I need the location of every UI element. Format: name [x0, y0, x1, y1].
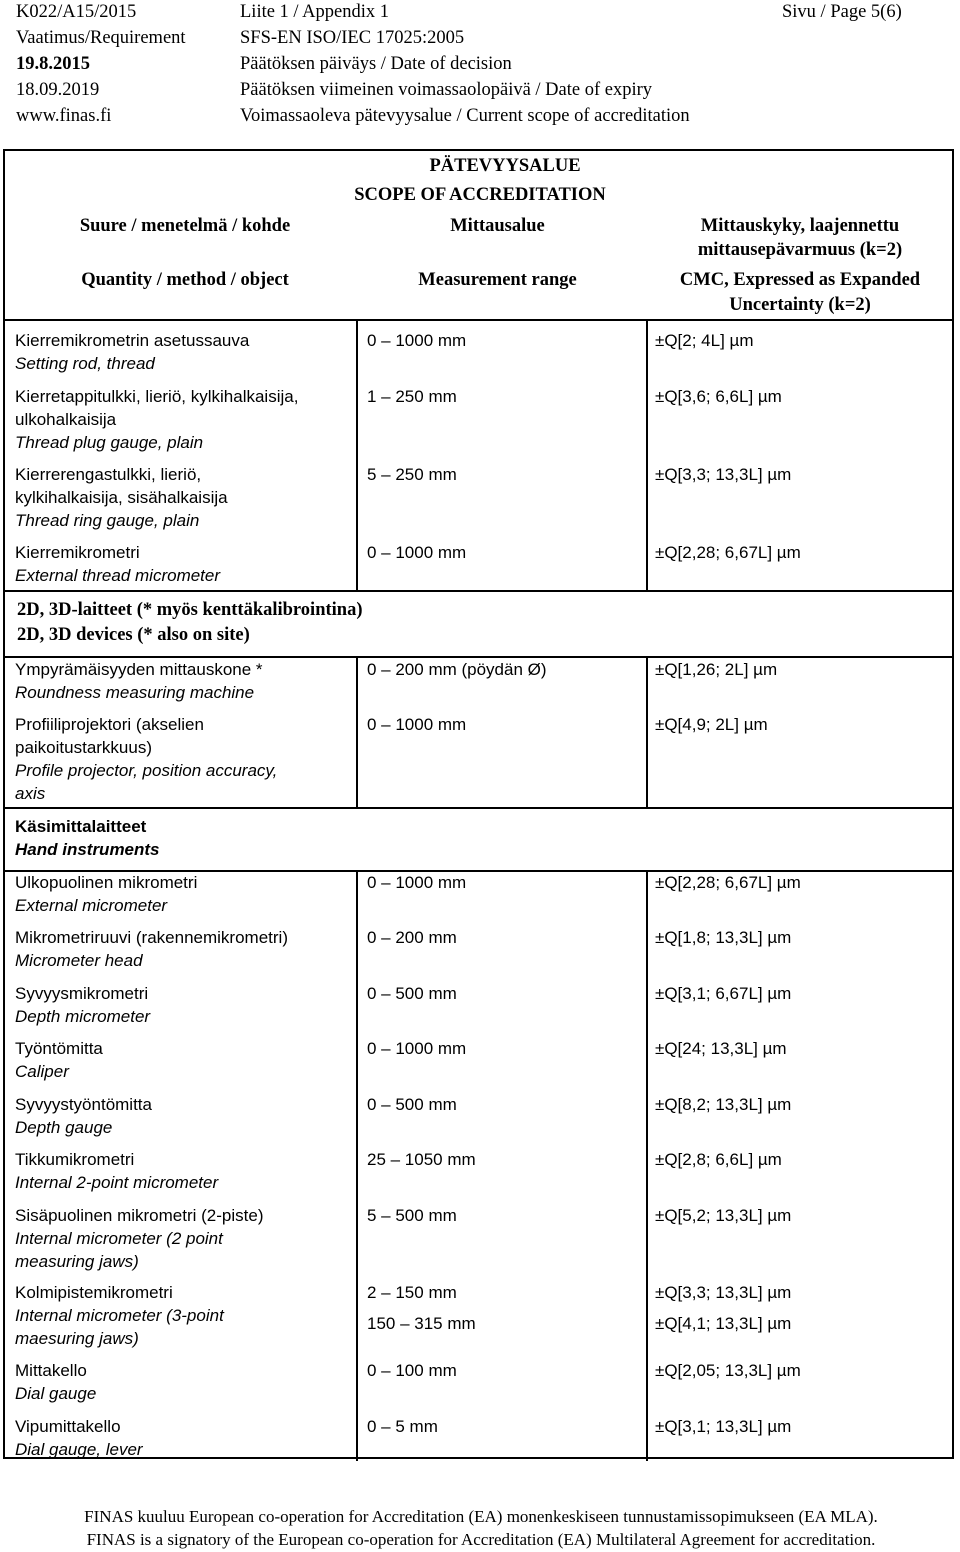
table-row: [15, 1148, 350, 1194]
table-title-fi: PÄTEVYYSALUE: [429, 156, 581, 176]
range-cell: 0 – 1000 mm: [367, 1039, 467, 1058]
range-cell: 0 – 1000 mm: [367, 331, 467, 350]
cmc-cell: ±Q[3,3; 13,3L] µm: [655, 1283, 792, 1302]
quantity-fi: Kolmipistemikrometri: [15, 1283, 173, 1302]
col-rule: [646, 319, 648, 590]
row-rule: [5, 590, 952, 592]
quantity-fi: Ulkopuolinen mikrometri: [15, 873, 198, 892]
quantity-en: Depth gauge: [15, 1118, 113, 1137]
expiry-date-label: Päätöksen viimeinen voimassaolopäivä / Date of expiry: [240, 80, 653, 100]
cmc-cell: ±Q[2; 4L] µm: [655, 331, 754, 350]
table-row: [15, 713, 350, 805]
quantity-en: Internal 2-point micrometer: [15, 1173, 219, 1192]
table-row: [15, 1204, 350, 1273]
quantity-en: Micrometer head: [15, 951, 143, 970]
cmc-cell: ±Q[4,1; 13,3L] µm: [655, 1314, 792, 1333]
range-cell: 0 – 500 mm: [367, 1095, 457, 1114]
table-row: [15, 871, 350, 917]
website-link[interactable]: www.finas.fi: [16, 106, 112, 126]
range-cell: 1 – 250 mm: [367, 387, 457, 406]
range-cell: 0 – 5 mm: [367, 1417, 438, 1436]
cmc-cell: ±Q[3,1; 6,67L] µm: [655, 984, 792, 1003]
cmc-cell: ±Q[24; 13,3L] µm: [655, 1039, 787, 1058]
section-title-fi: 2D, 3D-laitteet (* myös kenttäkalibrointina): [17, 600, 363, 620]
table-row: [15, 1359, 350, 1405]
cmc-cell: ±Q[1,26; 2L] µm: [655, 660, 778, 679]
row-rule: [5, 807, 952, 809]
quantity-fi: Työntömitta: [15, 1039, 103, 1058]
cmc-cell: ±Q[2,28; 6,67L] µm: [655, 543, 801, 562]
quantity-fi: Kierrerengastulkki, lieriö,: [15, 465, 202, 484]
quantity-en: Thread plug gauge, plain: [15, 433, 204, 452]
quantity-en: Profile projector, position accuracy,: [15, 761, 278, 780]
table-row: [15, 1281, 350, 1350]
col-header-range-en: Measurement range: [418, 270, 577, 290]
quantity-fi: Kierretappitulkki, lieriö, kylkihalkaisija,: [15, 387, 299, 406]
table-row: [15, 541, 350, 587]
quantity-en: Depth micrometer: [15, 1007, 151, 1026]
footer-line-en: FINAS is a signatory of the European co-operation for Accreditation (EA) Multilateral Agreement for accreditation.: [86, 1530, 876, 1549]
table-row: [15, 658, 350, 704]
table-row: [15, 329, 350, 375]
col-rule: [646, 870, 648, 1461]
subsection-title-fi: Käsimittalaitteet: [15, 817, 147, 836]
quantity-fi: Vipumittakello: [15, 1417, 121, 1436]
range-cell: 2 – 150 mm: [367, 1283, 457, 1302]
decision-date-label: Päätöksen päiväys / Date of decision: [240, 54, 512, 74]
col-header-cmc-en-2: Uncertainty (k=2): [729, 295, 871, 315]
cmc-cell: ±Q[3,3; 13,3L] µm: [655, 465, 792, 484]
range-cell: 0 – 1000 mm: [367, 715, 467, 734]
subsection-title: [15, 815, 160, 861]
document-code: K022/A15/2015: [16, 2, 137, 22]
range-cell: 150 – 315 mm: [367, 1314, 476, 1333]
col-header-cmc-en-1: CMC, Expressed as Expanded: [679, 270, 921, 290]
decision-date: 19.8.2015: [16, 54, 90, 74]
page-number: Sivu / Page 5(6): [782, 2, 902, 22]
cmc-cell: ±Q[8,2; 13,3L] µm: [655, 1095, 792, 1114]
quantity-en: axis: [15, 784, 46, 803]
cmc-cell: ±Q[3,6; 6,6L] µm: [655, 387, 782, 406]
quantity-en: External micrometer: [15, 896, 168, 915]
cmc-cell: ±Q[2,28; 6,67L] µm: [655, 873, 801, 892]
quantity-fi: Tikkumikrometri: [15, 1150, 135, 1169]
table-row: [15, 1037, 350, 1083]
range-cell: 25 – 1050 mm: [367, 1150, 476, 1169]
col-rule: [356, 870, 358, 1461]
quantity-en: Internal micrometer (3-point: [15, 1306, 224, 1325]
document-footer: [16, 1505, 946, 1551]
section-title-en: 2D, 3D devices (* also on site): [17, 625, 250, 645]
table-row: [15, 1415, 350, 1461]
cmc-cell: ±Q[1,8; 13,3L] µm: [655, 928, 792, 947]
quantity-fi: Ympyrämäisyyden mittauskone *: [15, 660, 263, 679]
quantity-fi: paikoitustarkkuus): [15, 738, 153, 757]
quantity-fi: Syvyystyöntömitta: [15, 1095, 152, 1114]
header-rule: [5, 319, 952, 321]
col-header-cmc-fi-2: mittausepävarmuus (k=2): [697, 240, 903, 260]
quantity-en: maesuring jaws): [15, 1329, 139, 1348]
range-cell: 0 – 1000 mm: [367, 543, 467, 562]
quantity-en: Internal micrometer (2 point: [15, 1229, 223, 1248]
range-cell: 5 – 250 mm: [367, 465, 457, 484]
quantity-en: External thread micrometer: [15, 566, 221, 585]
range-cell: 0 – 100 mm: [367, 1361, 457, 1380]
table-row: [15, 1093, 350, 1139]
quantity-fi: Profiiliprojektori (akselien: [15, 715, 204, 734]
standard-label: SFS-EN ISO/IEC 17025:2005: [240, 28, 465, 48]
range-cell: 0 – 1000 mm: [367, 873, 467, 892]
quantity-en: Setting rod, thread: [15, 354, 155, 373]
appendix-label: Liite 1 / Appendix 1: [240, 2, 390, 22]
col-rule: [646, 656, 648, 807]
col-rule: [356, 656, 358, 807]
col-header-quantity-en: Quantity / method / object: [81, 270, 289, 290]
table-row: [15, 463, 350, 532]
quantity-fi: Kierremikrometrin asetussauva: [15, 331, 250, 350]
quantity-en: Caliper: [15, 1062, 69, 1081]
quantity-fi: Mittakello: [15, 1361, 87, 1380]
quantity-fi: Syvyysmikrometri: [15, 984, 149, 1003]
range-cell: 0 – 200 mm: [367, 928, 457, 947]
col-header-cmc-fi-1: Mittauskyky, laajennettu: [700, 216, 900, 236]
quantity-fi: kylkihalkaisija, sisähalkaisija: [15, 488, 228, 507]
cmc-cell: ±Q[3,1; 13,3L] µm: [655, 1417, 792, 1436]
table-row: [15, 982, 350, 1028]
expiry-date: 18.09.2019: [16, 80, 100, 100]
range-cell: 0 – 500 mm: [367, 984, 457, 1003]
quantity-fi: ulkohalkaisija: [15, 410, 117, 429]
quantity-en: Roundness measuring machine: [15, 683, 255, 702]
range-cell: 0 – 200 mm (pöydän Ø): [367, 660, 547, 679]
col-header-quantity-fi: Suure / menetelmä / kohde: [79, 216, 291, 236]
quantity-en: Thread ring gauge, plain: [15, 511, 200, 530]
table-title-en: SCOPE OF ACCREDITATION: [354, 185, 606, 205]
requirement-label: Vaatimus/Requirement: [16, 28, 186, 48]
cmc-cell: ±Q[5,2; 13,3L] µm: [655, 1206, 792, 1225]
subsection-title-en: Hand instruments: [15, 840, 160, 859]
cmc-cell: ±Q[2,8; 6,6L] µm: [655, 1150, 782, 1169]
quantity-en: Dial gauge, lever: [15, 1440, 143, 1459]
footer-line-fi: FINAS kuuluu European co-operation for Accreditation (EA) monenkeskiseen tunnustamissopimukseen (EA MLA).: [84, 1507, 878, 1526]
scope-label: Voimassaoleva pätevyysalue / Current scope of accreditation: [240, 106, 690, 126]
cmc-cell: ±Q[2,05; 13,3L] µm: [655, 1361, 801, 1380]
quantity-en: Dial gauge: [15, 1384, 97, 1403]
col-header-range-fi: Mittausalue: [450, 216, 545, 236]
quantity-fi: Sisäpuolinen mikrometri (2-piste): [15, 1206, 264, 1225]
range-cell: 5 – 500 mm: [367, 1206, 457, 1225]
quantity-en: measuring jaws): [15, 1252, 139, 1271]
quantity-fi: Mikrometriruuvi (rakennemikrometri): [15, 928, 288, 947]
table-row: [15, 385, 350, 454]
col-rule: [356, 319, 358, 590]
cmc-cell: ±Q[4,9; 2L] µm: [655, 715, 768, 734]
table-row: [15, 926, 350, 972]
quantity-fi: Kierremikrometri: [15, 543, 140, 562]
